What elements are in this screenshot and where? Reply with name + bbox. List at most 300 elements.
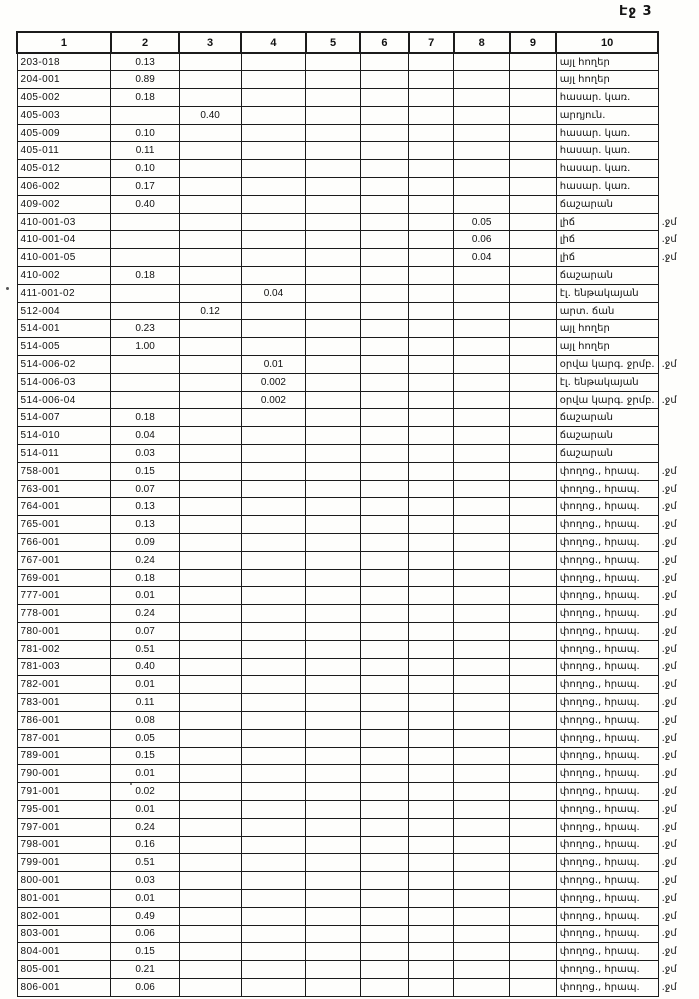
- cell-area-col8: [454, 747, 510, 765]
- cell-land-use: փողոց., հրապ.: [556, 836, 658, 854]
- cell-area-col5: [306, 961, 361, 979]
- cell-area-col7: [409, 943, 454, 961]
- cell-area-col9: [510, 409, 557, 427]
- cell-area-col9: [510, 373, 557, 391]
- cell-land-use: փողոց., հրապ.: [556, 711, 658, 729]
- cell-area-col7: [409, 249, 454, 267]
- cell-area-col7: [409, 160, 454, 178]
- cell-area-col2: 0.24: [111, 551, 179, 569]
- cell-area-col4: [241, 676, 306, 694]
- cell-area-col8: [454, 765, 510, 783]
- cell-area-col4: [241, 818, 306, 836]
- cell-area-col3: [179, 391, 241, 409]
- table-row: [17, 818, 699, 836]
- cell-area-col6: [360, 284, 408, 302]
- cell-parcel-code: 405-003: [17, 106, 111, 124]
- cell-area-col8: [454, 551, 510, 569]
- cell-area-col7: [409, 178, 454, 196]
- cell-area-col2: [111, 302, 179, 320]
- cell-area-col7: [409, 373, 454, 391]
- cell-area-col4: 0.002: [241, 391, 306, 409]
- cell-land-use: հասար. կառ.: [556, 124, 658, 142]
- table-header: [17, 32, 699, 53]
- cell-parcel-code: 405-011: [17, 142, 111, 160]
- margin-annotation: [658, 445, 698, 463]
- cell-area-col8: 0.04: [454, 249, 510, 267]
- cell-area-col6: [360, 765, 408, 783]
- cell-area-col3: [179, 872, 241, 890]
- cell-parcel-code: 758-001: [17, 462, 111, 480]
- cell-parcel-code: 410-002: [17, 267, 111, 285]
- cell-area-col4: [241, 961, 306, 979]
- table-row: [17, 925, 699, 943]
- cell-area-col3: [179, 765, 241, 783]
- cell-area-col2: 0.51: [111, 854, 179, 872]
- table-row: [17, 872, 699, 890]
- cell-area-col3: [179, 320, 241, 338]
- cell-area-col3: [179, 640, 241, 658]
- cell-area-col7: [409, 925, 454, 943]
- cell-area-col6: [360, 623, 408, 641]
- table-row: [17, 142, 699, 160]
- cell-area-col5: [306, 106, 361, 124]
- margin-annotation: .ջմ: [661, 928, 677, 940]
- margin-annotation: .ջմ: [661, 643, 677, 655]
- cell-area-col9: [510, 711, 557, 729]
- cell-land-use: փողոց., հրապ.: [556, 925, 658, 943]
- cell-area-col2: 0.24: [111, 605, 179, 623]
- margin-annotation: .ջմ: [661, 501, 677, 513]
- cell-area-col6: [360, 106, 408, 124]
- cell-area-col2: 0.09: [111, 534, 179, 552]
- cell-area-col7: [409, 854, 454, 872]
- cell-parcel-code: 512-004: [17, 302, 111, 320]
- table-row: [17, 800, 699, 818]
- cell-area-col6: [360, 480, 408, 498]
- cell-area-col8: [454, 516, 510, 534]
- cell-parcel-code: 797-001: [17, 818, 111, 836]
- table-row: [17, 498, 699, 516]
- cell-land-use: էլ. ենթակայան: [556, 284, 658, 302]
- cell-area-col5: [306, 783, 361, 801]
- margin-annotation: .ջմ: [661, 946, 677, 958]
- table-row: [17, 71, 699, 89]
- cell-area-col2: 0.10: [111, 124, 179, 142]
- cell-area-col8: [454, 427, 510, 445]
- cell-area-col8: [454, 676, 510, 694]
- margin-annotation: .ջմ: [661, 679, 677, 691]
- cell-area-col5: [306, 409, 361, 427]
- table-row: [17, 267, 699, 285]
- cell-area-col2: 0.23: [111, 320, 179, 338]
- table-row: [17, 195, 699, 213]
- cell-parcel-code: 765-001: [17, 516, 111, 534]
- cell-area-col3: [179, 676, 241, 694]
- cell-area-col2: 0.07: [111, 623, 179, 641]
- cell-area-col6: [360, 320, 408, 338]
- cell-area-col9: [510, 729, 557, 747]
- cell-parcel-code: 409-002: [17, 195, 111, 213]
- cell-parcel-code: 802-001: [17, 907, 111, 925]
- cell-area-col8: [454, 854, 510, 872]
- table-row: [17, 213, 699, 231]
- cell-parcel-code: 410-001-05: [17, 249, 111, 267]
- margin-annotation: .ջմ: [661, 661, 677, 673]
- cell-area-col3: [179, 231, 241, 249]
- cell-area-col3: [179, 71, 241, 89]
- cell-area-col3: [179, 694, 241, 712]
- margin-annotation: .ջմ: [661, 252, 677, 264]
- cell-area-col2: 0.16: [111, 836, 179, 854]
- cell-area-col5: [306, 818, 361, 836]
- cell-area-col7: [409, 409, 454, 427]
- cell-area-col5: [306, 587, 361, 605]
- cell-parcel-code: 767-001: [17, 551, 111, 569]
- cell-land-use: փողոց., հրապ.: [556, 676, 658, 694]
- cell-area-col9: [510, 427, 557, 445]
- cell-area-col9: [510, 445, 557, 463]
- cell-area-col3: [179, 854, 241, 872]
- cell-area-col5: [306, 836, 361, 854]
- cell-area-col5: [306, 569, 361, 587]
- cell-area-col4: [241, 534, 306, 552]
- cell-area-col5: [306, 765, 361, 783]
- cell-area-col8: [454, 142, 510, 160]
- table-row: [17, 480, 699, 498]
- cell-land-use: փողոց., հրապ.: [556, 551, 658, 569]
- cell-area-col8: [454, 106, 510, 124]
- cell-area-col9: [510, 818, 557, 836]
- margin-annotation: [658, 373, 698, 391]
- cell-area-col6: [360, 800, 408, 818]
- cell-area-col5: [306, 124, 361, 142]
- margin-annotation: .ջմ: [661, 572, 677, 584]
- cell-area-col2: 1.00: [111, 338, 179, 356]
- cell-land-use: այլ հողեր: [556, 53, 658, 71]
- cell-land-use: փողոց., հրապ.: [556, 907, 658, 925]
- margin-annotation: .ջմ: [661, 714, 677, 726]
- cell-area-col5: [306, 605, 361, 623]
- cell-area-col9: [510, 480, 557, 498]
- cell-area-col7: [409, 106, 454, 124]
- cell-parcel-code: 514-006-03: [17, 373, 111, 391]
- cell-land-use: փողոց., հրապ.: [556, 605, 658, 623]
- margin-annotation: .ջմ: [661, 821, 677, 833]
- table-row: [17, 89, 699, 107]
- cell-area-col4: [241, 640, 306, 658]
- cell-area-col3: [179, 729, 241, 747]
- cell-area-col2: 0.11: [111, 694, 179, 712]
- cell-area-col6: [360, 836, 408, 854]
- table-row: [17, 320, 699, 338]
- cell-area-col5: [306, 516, 361, 534]
- table-row: [17, 729, 699, 747]
- cell-land-use: փողոց., հրապ.: [556, 516, 658, 534]
- cell-parcel-code: 405-012: [17, 160, 111, 178]
- cell-area-col3: [179, 462, 241, 480]
- cell-parcel-code: 782-001: [17, 676, 111, 694]
- table-row: [17, 409, 699, 427]
- cell-area-col8: [454, 694, 510, 712]
- cell-area-col7: [409, 640, 454, 658]
- cell-area-col4: [241, 195, 306, 213]
- cell-parcel-code: 514-010: [17, 427, 111, 445]
- cell-area-col3: [179, 711, 241, 729]
- cell-area-col5: [306, 872, 361, 890]
- page-number-label: Էջ 3: [619, 4, 653, 19]
- cell-area-col5: [306, 71, 361, 89]
- cell-area-col6: [360, 213, 408, 231]
- cell-area-col6: [360, 302, 408, 320]
- cell-area-col6: [360, 373, 408, 391]
- cell-area-col3: [179, 498, 241, 516]
- cell-area-col6: [360, 498, 408, 516]
- cell-area-col8: [454, 71, 510, 89]
- cell-area-col8: [454, 409, 510, 427]
- cell-area-col4: [241, 445, 306, 463]
- cell-parcel-code: 514-006-02: [17, 356, 111, 374]
- cell-land-use: հասար. կառ.: [556, 89, 658, 107]
- cell-area-col2: 0.06: [111, 978, 179, 996]
- cell-area-col5: [306, 480, 361, 498]
- margin-annotation: [658, 71, 698, 89]
- cell-parcel-code: 799-001: [17, 854, 111, 872]
- cell-parcel-code: 411-001-02: [17, 284, 111, 302]
- cell-area-col7: [409, 676, 454, 694]
- cell-area-col5: [306, 356, 361, 374]
- cell-area-col5: [306, 534, 361, 552]
- margin-annotation: .ջմ: [661, 536, 677, 548]
- cell-parcel-code: 801-001: [17, 889, 111, 907]
- cell-area-col6: [360, 605, 408, 623]
- cell-area-col4: [241, 338, 306, 356]
- cell-area-col2: 0.03: [111, 445, 179, 463]
- cell-area-col8: [454, 498, 510, 516]
- column-header-5: 5: [306, 32, 361, 53]
- cell-area-col2: 0.21: [111, 961, 179, 979]
- margin-annotation: .ջմ: [661, 732, 677, 744]
- table-row: [17, 978, 699, 996]
- cell-land-use: էլ. ենթակայան: [556, 373, 658, 391]
- cell-land-use: փողոց., հրապ.: [556, 587, 658, 605]
- cell-area-col4: [241, 854, 306, 872]
- cell-area-col6: [360, 978, 408, 996]
- table-row: [17, 569, 699, 587]
- cell-area-col9: [510, 534, 557, 552]
- cell-area-col6: [360, 569, 408, 587]
- cell-area-col6: [360, 89, 408, 107]
- margin-annotation: .ջմ: [661, 910, 677, 922]
- cell-area-col9: [510, 195, 557, 213]
- cell-land-use: փողոց., հրապ.: [556, 747, 658, 765]
- cell-area-col7: [409, 978, 454, 996]
- cell-area-col6: [360, 516, 408, 534]
- cell-land-use: լիճ: [556, 231, 658, 249]
- cell-parcel-code: 410-001-04: [17, 231, 111, 249]
- cell-area-col5: [306, 231, 361, 249]
- cell-area-col9: [510, 106, 557, 124]
- cell-area-col9: [510, 765, 557, 783]
- cell-land-use: հասար. կառ.: [556, 142, 658, 160]
- cell-area-col9: [510, 925, 557, 943]
- column-header-8: 8: [454, 32, 510, 53]
- cell-area-col9: [510, 978, 557, 996]
- cell-area-col3: [179, 818, 241, 836]
- cell-parcel-code: 410-001-03: [17, 213, 111, 231]
- table-row: [17, 178, 699, 196]
- cell-area-col6: [360, 249, 408, 267]
- cell-area-col8: [454, 391, 510, 409]
- table-row: [17, 587, 699, 605]
- cell-area-col4: [241, 106, 306, 124]
- cell-area-col5: [306, 640, 361, 658]
- margin-annotation: .ջմ: [661, 750, 677, 762]
- cell-area-col7: [409, 783, 454, 801]
- cell-area-col9: [510, 249, 557, 267]
- cell-area-col4: [241, 249, 306, 267]
- cell-area-col6: [360, 872, 408, 890]
- margin-annotation: .ջմ: [661, 483, 677, 495]
- table-row: [17, 711, 699, 729]
- cell-land-use: փողոց., հրապ.: [556, 498, 658, 516]
- cell-area-col4: [241, 53, 306, 71]
- cell-area-col4: [241, 231, 306, 249]
- cell-area-col5: [306, 284, 361, 302]
- cell-parcel-code: 514-007: [17, 409, 111, 427]
- cell-area-col8: [454, 729, 510, 747]
- cell-area-col8: [454, 978, 510, 996]
- cell-area-col3: [179, 178, 241, 196]
- cell-area-col5: [306, 320, 361, 338]
- cell-area-col2: 0.18: [111, 409, 179, 427]
- margin-annotation: .ջմ: [661, 465, 677, 477]
- cell-area-col7: [409, 427, 454, 445]
- cell-area-col3: [179, 605, 241, 623]
- table-row: [17, 889, 699, 907]
- cell-area-col6: [360, 71, 408, 89]
- cell-area-col2: 0.01: [111, 800, 179, 818]
- cell-land-use: փողոց., հրապ.: [556, 872, 658, 890]
- cell-area-col3: [179, 445, 241, 463]
- cell-area-col4: [241, 907, 306, 925]
- cell-area-col7: [409, 694, 454, 712]
- cell-area-col5: [306, 907, 361, 925]
- cell-area-col8: [454, 907, 510, 925]
- cell-area-col8: [454, 711, 510, 729]
- cell-area-col2: 0.01: [111, 587, 179, 605]
- cell-parcel-code: 204-001: [17, 71, 111, 89]
- cell-area-col2: [111, 356, 179, 374]
- cell-area-col2: 0.18: [111, 267, 179, 285]
- margin-annotation: [658, 178, 698, 196]
- cell-area-col6: [360, 943, 408, 961]
- cell-area-col4: [241, 658, 306, 676]
- cell-area-col4: [241, 124, 306, 142]
- cell-area-col3: [179, 800, 241, 818]
- margin-annotation: [658, 320, 698, 338]
- cell-area-col4: [241, 800, 306, 818]
- cell-area-col8: [454, 836, 510, 854]
- cell-area-col5: [306, 462, 361, 480]
- cell-area-col4: [241, 978, 306, 996]
- cell-area-col7: [409, 836, 454, 854]
- margin-annotation: .ջմ: [661, 234, 677, 246]
- cell-area-col8: [454, 605, 510, 623]
- cell-area-col5: [306, 498, 361, 516]
- cell-area-col8: [454, 658, 510, 676]
- cell-area-col2: 0.24: [111, 818, 179, 836]
- cell-land-use: փողոց., հրապ.: [556, 854, 658, 872]
- cell-area-col7: [409, 284, 454, 302]
- cell-area-col4: [241, 267, 306, 285]
- cell-area-col8: [454, 925, 510, 943]
- margin-annotation: .ջմ: [661, 786, 677, 798]
- cell-area-col9: [510, 605, 557, 623]
- cell-area-col7: [409, 391, 454, 409]
- table-row: [17, 516, 699, 534]
- cell-area-col9: [510, 71, 557, 89]
- cell-area-col2: 0.18: [111, 89, 179, 107]
- cell-land-use: այլ հողեր: [556, 338, 658, 356]
- cell-area-col6: [360, 747, 408, 765]
- cell-area-col5: [306, 800, 361, 818]
- cell-area-col7: [409, 623, 454, 641]
- cell-land-use: այլ հողեր: [556, 320, 658, 338]
- cell-land-use: ճաշարան: [556, 195, 658, 213]
- column-header-3: 3: [179, 32, 241, 53]
- cell-area-col2: [111, 213, 179, 231]
- cell-area-col4: [241, 783, 306, 801]
- margin-annotation: .ջմ: [661, 803, 677, 815]
- cell-area-col7: [409, 498, 454, 516]
- cell-area-col2: 0.40: [111, 195, 179, 213]
- cell-area-col6: [360, 409, 408, 427]
- cell-area-col3: [179, 124, 241, 142]
- cell-area-col5: [306, 445, 361, 463]
- cell-area-col4: [241, 427, 306, 445]
- cell-area-col8: [454, 178, 510, 196]
- cell-area-col5: [306, 427, 361, 445]
- cell-area-col4: [241, 320, 306, 338]
- cell-area-col9: [510, 961, 557, 979]
- cell-area-col7: [409, 800, 454, 818]
- cell-area-col8: [454, 267, 510, 285]
- table-row: [17, 534, 699, 552]
- cell-area-col4: 0.01: [241, 356, 306, 374]
- cell-area-col2: [111, 391, 179, 409]
- cell-land-use: ճաշարան: [556, 445, 658, 463]
- cell-area-col4: [241, 480, 306, 498]
- cell-area-col3: [179, 356, 241, 374]
- cell-parcel-code: 769-001: [17, 569, 111, 587]
- cell-area-col6: [360, 142, 408, 160]
- margin-annotation: [658, 106, 698, 124]
- cell-area-col6: [360, 551, 408, 569]
- cell-parcel-code: 798-001: [17, 836, 111, 854]
- cell-area-col6: [360, 445, 408, 463]
- cell-area-col3: [179, 516, 241, 534]
- margin-annotation: .ջմ: [661, 608, 677, 620]
- cell-area-col9: [510, 284, 557, 302]
- cell-area-col7: [409, 53, 454, 71]
- margin-annotation: .ջմ: [661, 857, 677, 869]
- cell-area-col8: [454, 818, 510, 836]
- cell-area-col4: [241, 213, 306, 231]
- cell-area-col9: [510, 569, 557, 587]
- table-row: [17, 391, 699, 409]
- cell-area-col4: [241, 711, 306, 729]
- table-row: [17, 783, 699, 801]
